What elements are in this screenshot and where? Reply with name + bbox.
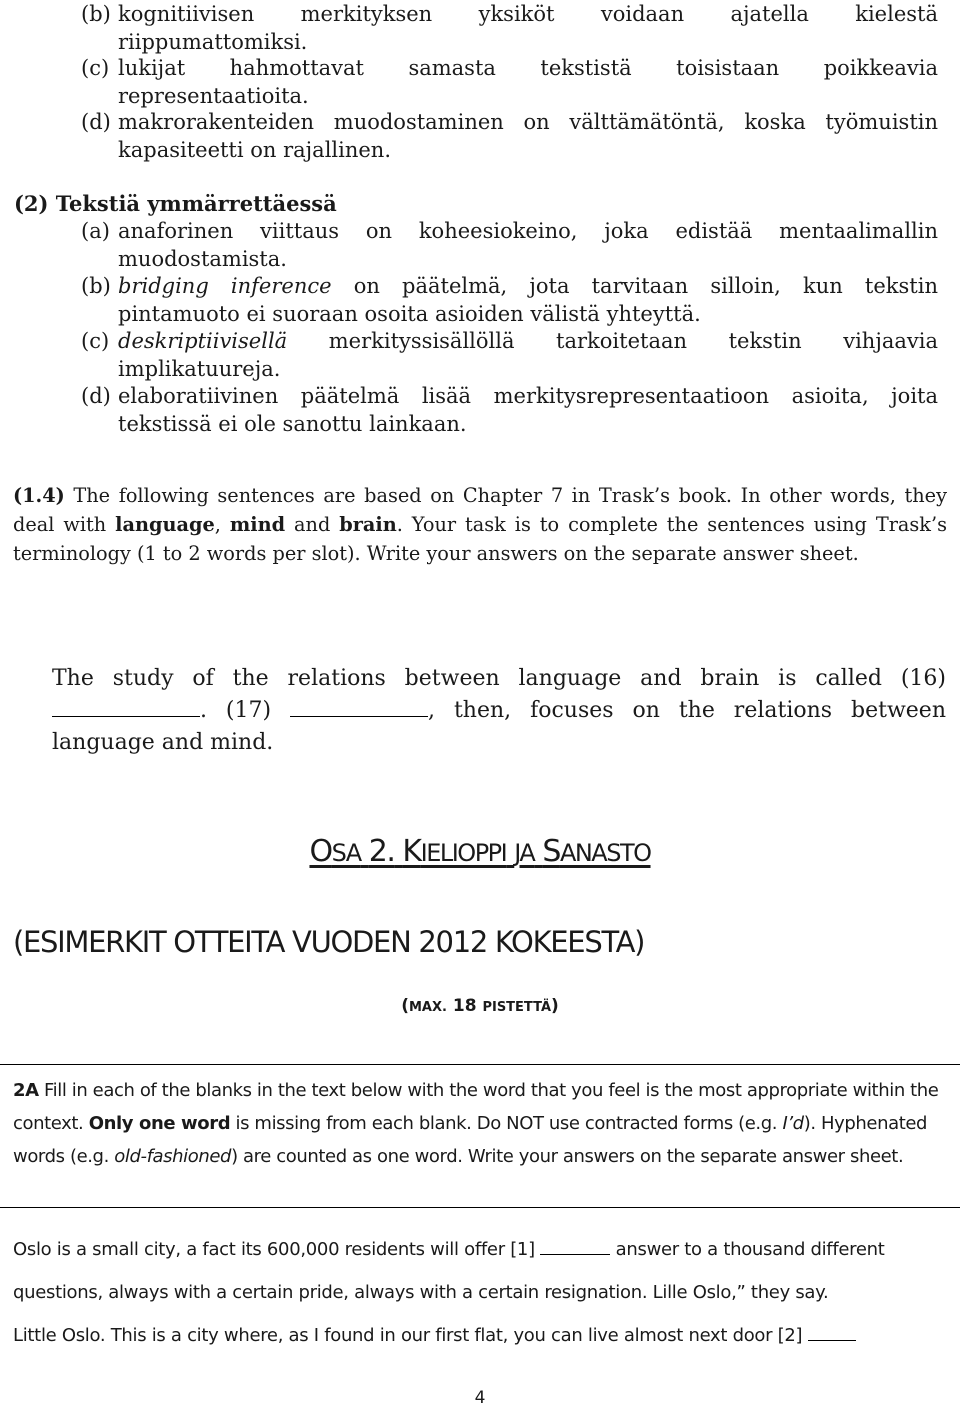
heading-text: IELIOPPI xyxy=(420,839,507,867)
option-label: (a) xyxy=(81,219,110,243)
option-c-readers xyxy=(81,54,938,110)
option-line: kapasiteetti on rajallinen. xyxy=(118,138,391,162)
keyword: brain xyxy=(339,513,397,536)
heading-text: 2. xyxy=(368,834,395,869)
oslo-text: answer to a thousand different xyxy=(615,1239,885,1260)
oslo-line-2: questions, always with a certain pride, always with a certain resignation. Lille Oslo,” they say. xyxy=(13,1282,829,1303)
option-label: (d) xyxy=(81,110,111,134)
part-2-heading xyxy=(0,834,960,869)
heading-text: SA xyxy=(331,839,361,867)
option-line: anaforinen viittaus on koheesiokeino, joka edistää mentaalimallin xyxy=(118,219,938,243)
oslo-line-3 xyxy=(13,1324,948,1348)
instr-italic: old-fashioned xyxy=(114,1146,232,1167)
option-label: (d) xyxy=(81,384,111,408)
heading-text: O xyxy=(309,834,332,869)
heading-text: JA xyxy=(514,839,535,867)
task-text: . Your task is to complete the sentences using Trask’s terminology (1 to 2 words per slot). Write your answers on the separate answer sheet. xyxy=(13,513,948,565)
option-text: on päätelmä, jota tarvitaan silloin, kun tekstin xyxy=(353,274,938,298)
sentence-text: , then, focuses on the relations between language and mind. xyxy=(52,698,946,755)
instr-text: ) are counted as one word. Write your answers on the separate answer sheet. xyxy=(231,1146,904,1167)
max-text: MAX. xyxy=(408,1000,447,1015)
instr-text: Fill in each of the blanks in the text below with the word that you feel is the most appropriate within the context. xyxy=(13,1080,939,1134)
option-label: (c) xyxy=(81,56,110,80)
answer-blank-17[interactable] xyxy=(290,696,428,717)
task-text: and xyxy=(294,513,331,536)
answer-blank-16[interactable] xyxy=(52,696,200,717)
option-a-anaphora xyxy=(81,217,938,273)
max-text: ( xyxy=(401,996,409,1016)
oslo-text: Little Oslo. This is a city where, as I found in our first flat, you can live almost next door [2] xyxy=(13,1325,803,1346)
max-text: ) xyxy=(551,996,559,1016)
oslo-text: Oslo is a small city, a fact its 600,000 residents will offer [1] xyxy=(13,1239,535,1260)
term-italic: bridging inference xyxy=(118,274,332,298)
option-line: tekstissä ei ole sanottu lainkaan. xyxy=(118,412,467,436)
heading-text: ANASTO xyxy=(559,839,651,867)
option-d-macrostructure xyxy=(81,108,938,164)
max-text: PISTETTÄ xyxy=(482,1000,552,1015)
keyword: language xyxy=(115,513,215,536)
option-line: representaatioita. xyxy=(118,84,309,108)
task-text: The following sentences are based on Chapter 7 in Trask’s book. In other words, they deal with xyxy=(13,484,947,536)
option-label: (b) xyxy=(81,274,111,298)
task-id: 2A xyxy=(13,1080,39,1101)
fill-in-sentence xyxy=(52,663,946,759)
option-label: (b) xyxy=(81,2,111,26)
option-line: lukijat hahmottavat samasta tekstistä toisistaan poikkeavia xyxy=(118,56,938,80)
keyword: mind xyxy=(229,513,286,536)
option-line: elaboratiivinen päätelmä lisää merkitysrepresentaatioon asioita, joita xyxy=(118,384,938,408)
option-b-bridging xyxy=(81,272,938,328)
instr-text: is missing from each blank. Do NOT use contracted forms (e.g. xyxy=(235,1113,778,1134)
term-italic: deskriptiivisellä xyxy=(118,329,288,353)
max-text: 18 xyxy=(452,996,477,1016)
answer-blank-1[interactable] xyxy=(540,1238,610,1255)
oslo-line-1 xyxy=(13,1238,948,1262)
option-line xyxy=(118,272,938,300)
option-line: implikatuureja. xyxy=(118,357,281,381)
option-d-elaborative xyxy=(81,382,938,438)
option-line: makrorakenteiden muodostaminen on välttämätöntä, koska työmuistin xyxy=(118,110,938,134)
sentence-text: . (17) xyxy=(200,698,272,723)
option-c-descriptive xyxy=(81,327,938,383)
instruction-text xyxy=(13,1074,945,1173)
instr-italic: I’d xyxy=(782,1113,804,1134)
heading-text: K xyxy=(402,834,421,869)
instr-text: ). Hyphenated words (e.g. xyxy=(13,1113,928,1167)
task-text: , xyxy=(214,513,221,536)
option-text: merkityssisällöllä tarkoitetaan tekstin vihjaavia xyxy=(328,329,938,353)
option-line: kognitiivisen merkityksen yksiköt voidaan ajatella kielestä xyxy=(118,2,938,26)
section-2-heading: (2) Tekstiä ymmärrettäessä xyxy=(14,191,337,216)
page-number: 4 xyxy=(474,1388,486,1408)
option-line xyxy=(118,327,938,355)
option-b-cognitive xyxy=(81,0,938,56)
option-line: pintamuoto ei suoraan osoita asioiden välistä yhteyttä. xyxy=(118,302,701,326)
option-line: muodostamista. xyxy=(118,247,287,271)
option-line: riippumattomiksi. xyxy=(118,30,308,54)
heading-text: S xyxy=(542,834,560,869)
sentence-text: The study of the relations between language and brain is called (16) xyxy=(52,666,946,691)
examples-heading: (ESIMERKIT OTTEITA VUODEN 2012 KOKEESTA) xyxy=(13,925,645,959)
task-1-4-paragraph xyxy=(13,481,947,568)
answer-blank-2[interactable] xyxy=(808,1324,856,1341)
instr-bold: Only one word xyxy=(88,1113,231,1134)
option-label: (c) xyxy=(81,329,110,353)
task-number: (1.4) xyxy=(13,484,65,507)
max-points xyxy=(0,996,960,1016)
